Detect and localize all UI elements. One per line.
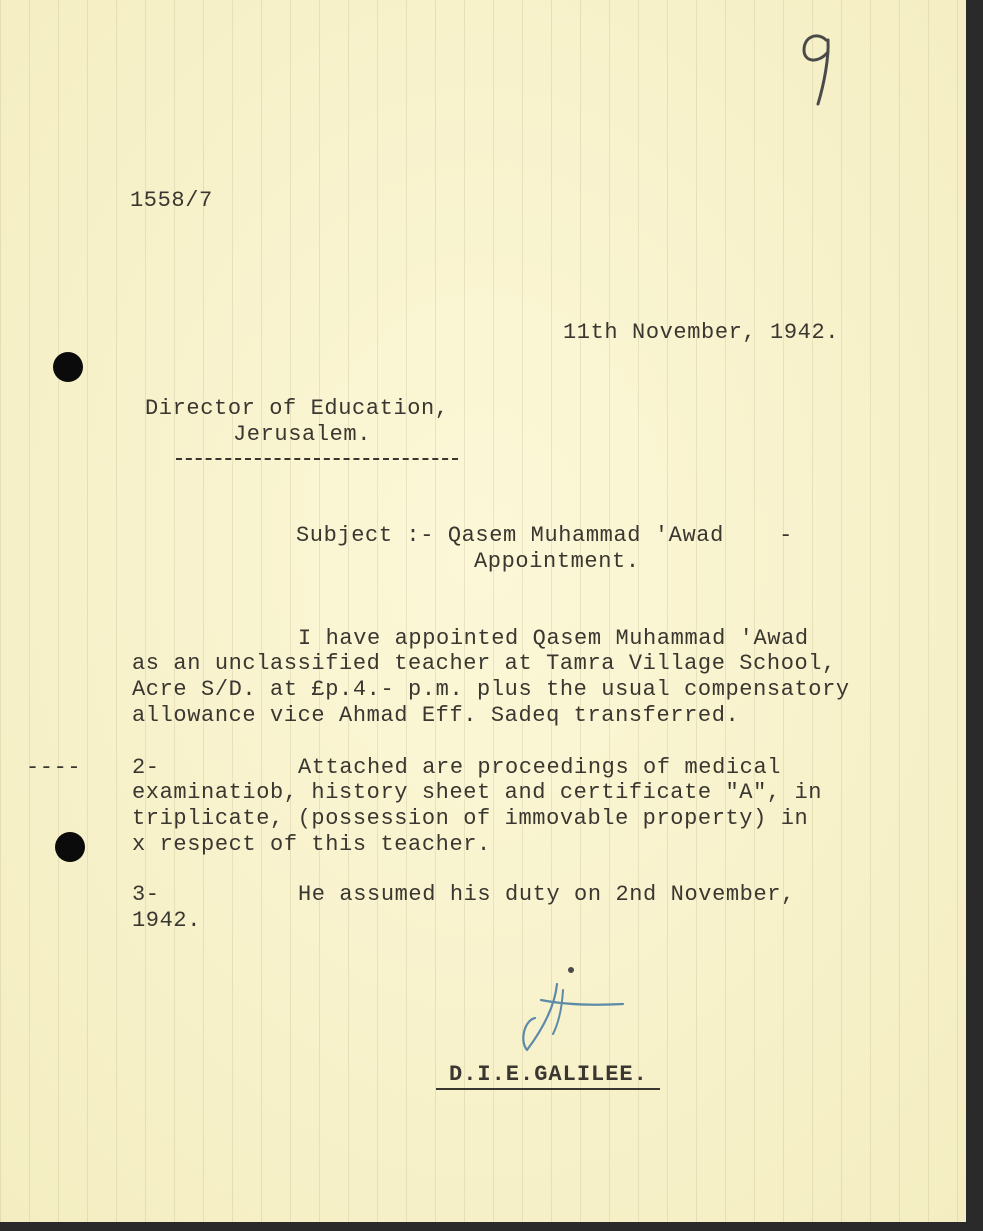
paragraph-2-line-1: Attached are proceedings of medical (298, 755, 782, 780)
paragraph-1-line-4: allowance vice Ahmad Eff. Sadeq transferred. (132, 703, 740, 728)
handwritten-signature-mark (505, 960, 635, 1060)
scan-edge (966, 0, 983, 1231)
subject-line-1: Subject :- Qasem Muhammad 'Awad - (296, 523, 793, 548)
paragraph-1-line-3: Acre S/D. at £p.4.- p.m. plus the usual compensatory (132, 677, 850, 702)
paragraph-2-number: 2- (132, 755, 160, 780)
paragraph-3-line-1: He assumed his duty on 2nd November, (298, 882, 795, 907)
punch-hole-bottom (55, 832, 85, 862)
paragraph-3-number: 3- (132, 882, 160, 907)
paragraph-1-line-1: I have appointed Qasem Muhammad 'Awad (298, 626, 809, 651)
paragraph-2-line-4: x respect of this teacher. (132, 832, 491, 857)
page-number-handwritten (796, 26, 846, 110)
signatory-underline (436, 1088, 660, 1090)
paragraph-1-line-2: as an unclassified teacher at Tamra Village School, (132, 651, 836, 676)
reference-number: 1558/7 (130, 188, 213, 213)
subject-line-2: Appointment. (474, 549, 640, 574)
letter-date: 11th November, 1942. (563, 320, 840, 345)
punch-hole-top (53, 352, 83, 382)
addressee-rule (176, 458, 458, 460)
paragraph-2-line-2: examinatiob, history sheet and certificate "A", in (132, 780, 823, 805)
addressee-line-1: Director of Education, (145, 396, 449, 421)
paragraph-3-line-2: 1942. (132, 908, 202, 933)
margin-mark: ---- (26, 755, 82, 780)
signatory-name: D.I.E.GALILEE. (449, 1062, 648, 1087)
addressee-line-2: Jerusalem. (233, 422, 372, 447)
paragraph-2-line-3: triplicate, (possession of immovable property) in (132, 806, 809, 831)
page-number (0, 0, 1, 1)
